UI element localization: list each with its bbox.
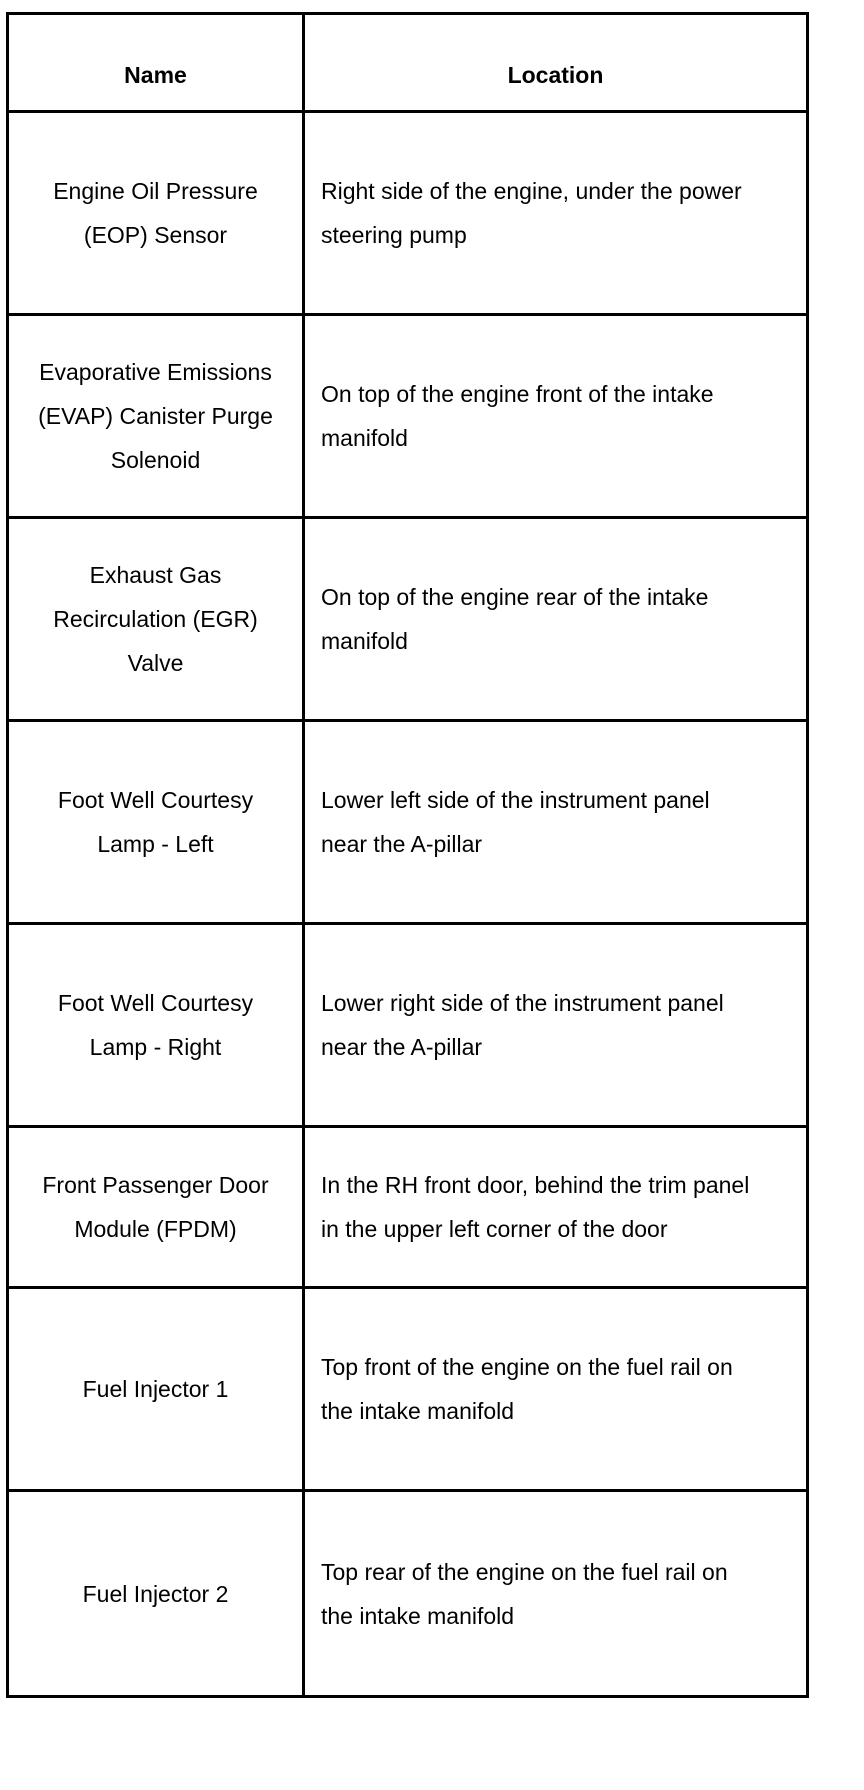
component-name: Foot Well Courtesy Lamp - Right <box>8 924 304 1127</box>
component-name: Exhaust Gas Recirculation (EGR) Valve <box>8 518 304 721</box>
table-row <box>8 1288 808 1491</box>
component-location: Top rear of the engine on the fuel rail on the intake manifold <box>304 1491 808 1697</box>
component-name: Evaporative Emissions (EVAP) Canister Purge Solenoid <box>8 315 304 518</box>
component-location: In the RH front door, behind the trim panel in the upper left corner of the door <box>304 1127 808 1288</box>
table-row <box>8 924 808 1127</box>
table-row <box>8 721 808 924</box>
table-row <box>8 1491 808 1697</box>
table-row <box>8 518 808 721</box>
column-header-location: Location <box>304 14 808 112</box>
component-location-table <box>6 12 809 1698</box>
component-name: Front Passenger Door Module (FPDM) <box>8 1127 304 1288</box>
component-location: Lower left side of the instrument panel near the A-pillar <box>304 721 808 924</box>
header-row <box>8 14 808 112</box>
component-location: Right side of the engine, under the power steering pump <box>304 112 808 315</box>
table-row <box>8 1127 808 1288</box>
component-name: Engine Oil Pressure (EOP) Sensor <box>8 112 304 315</box>
table-row <box>8 315 808 518</box>
component-location: On top of the engine front of the intake manifold <box>304 315 808 518</box>
table-row <box>8 112 808 315</box>
component-location: Top front of the engine on the fuel rail on the intake manifold <box>304 1288 808 1491</box>
component-name: Foot Well Courtesy Lamp - Left <box>8 721 304 924</box>
component-name: Fuel Injector 2 <box>8 1491 304 1697</box>
component-name: Fuel Injector 1 <box>8 1288 304 1491</box>
component-location: Lower right side of the instrument panel near the A-pillar <box>304 924 808 1127</box>
column-header-name: Name <box>8 14 304 112</box>
component-location: On top of the engine rear of the intake manifold <box>304 518 808 721</box>
